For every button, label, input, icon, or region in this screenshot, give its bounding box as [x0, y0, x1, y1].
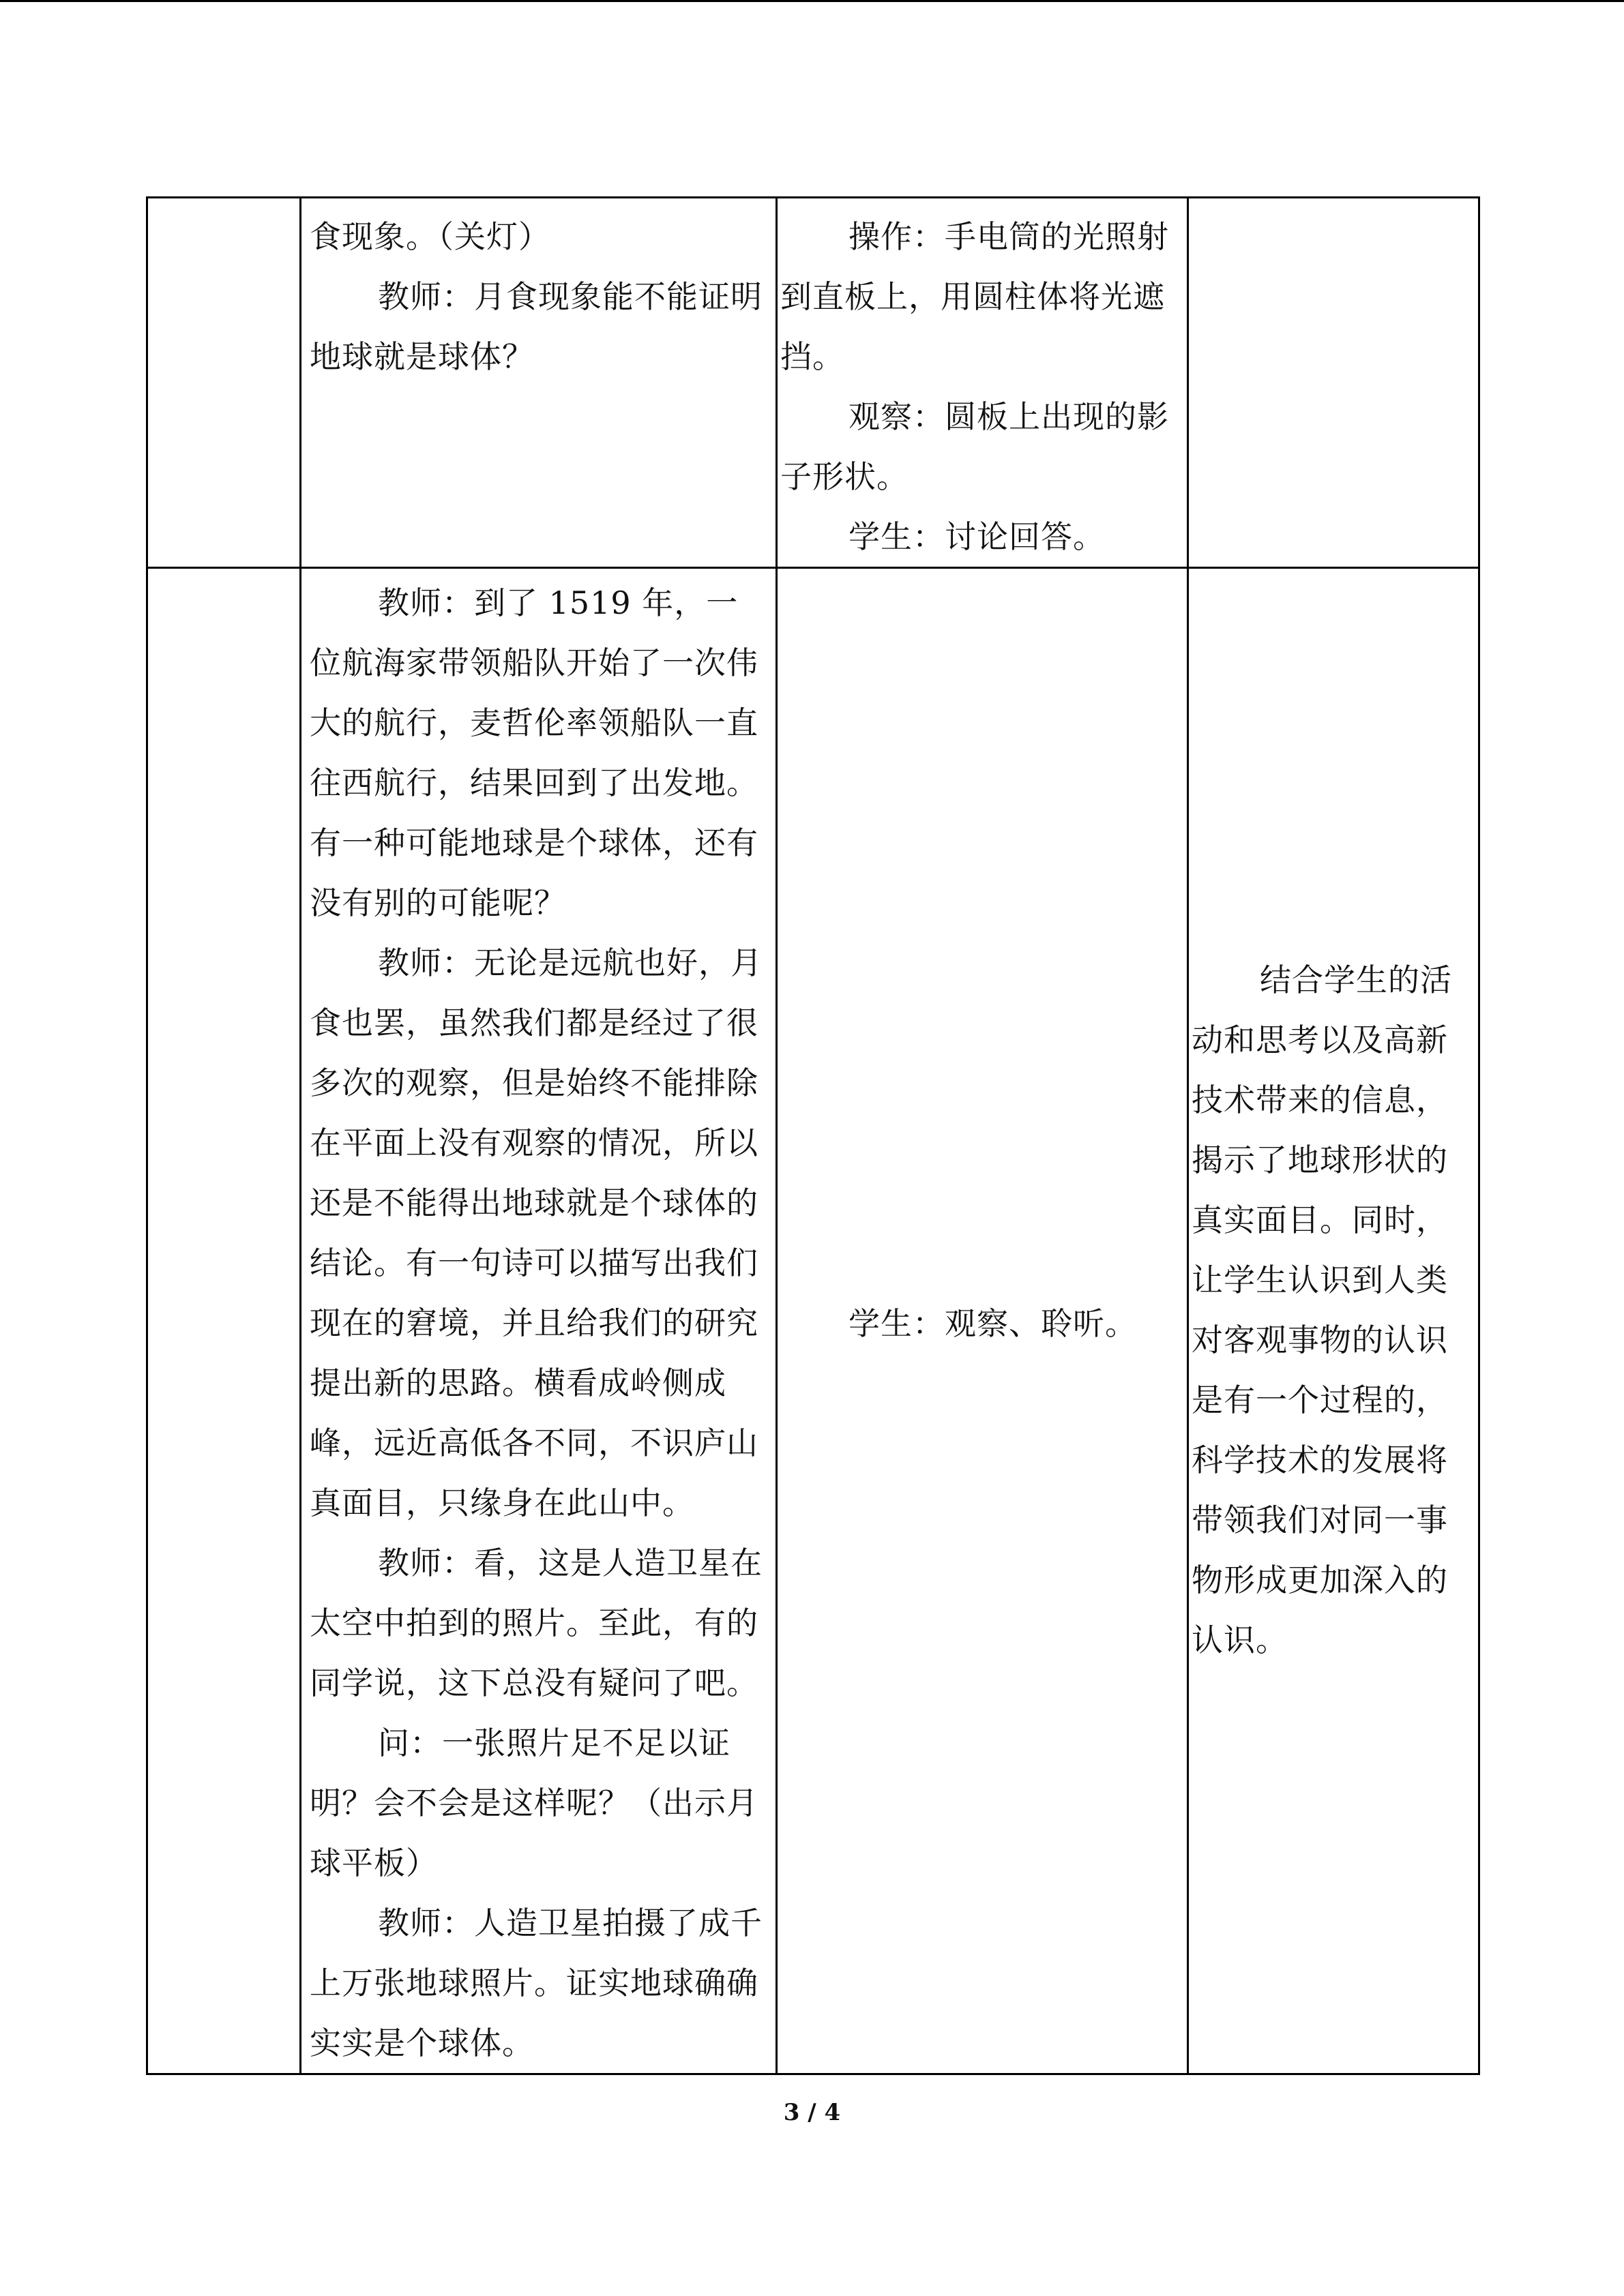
student-paragraph: 学生：观察、聆听。	[848, 1305, 1137, 1342]
student-activity-cell	[777, 568, 1188, 2074]
teacher-paragraph: 教师：到了 1519 年，一位航海家带领船队开始了一次伟大的航行，麦哲伦率领船队一直往西航行，结果回到了出发地。有一种可能地球是个球体，还有没有别的可能呢？	[310, 584, 758, 921]
intent-cell	[1188, 198, 1479, 568]
stage-cell	[147, 568, 301, 2074]
table-row	[147, 198, 1479, 568]
intent-paragraph: 结合学生的活动和思考以及高新技术带来的信息，揭示了地球形状的真实面目。同时，让学生认识到人类对客观事物的认识是有一个过程的，科学技术的发展将带领我们对同一事物形成更加深入的认识。	[1192, 961, 1452, 1658]
intent-text	[1189, 198, 1478, 204]
teacher-paragraph: 食现象。（关灯）	[310, 218, 550, 255]
student-activity-cell	[777, 198, 1188, 568]
teacher-paragraph: 教师：看，这是人造卫星在太空中拍到的照片。至此，有的同学说，这下总没有疑问了吧。	[310, 1545, 763, 1701]
teacher-paragraph: 教师：无论是远航也好，月食也罢，虽然我们都是经过了很多次的观察，但是始终不能排除在平面上没有观察的情况，所以还是不能得出地球就是个球体的结论。有一句诗可以描写出我们现在的窘境，并且给我们的研究提出新的思路。横看成岭侧成峰，远近高低各不同，不识庐山真面目，只缘身在此山中。	[310, 944, 763, 1521]
top-rule	[0, 0, 1624, 2]
student-paragraph: 观察：圆板上出现的影子形状。	[780, 398, 1169, 495]
student-paragraph: 操作：手电筒的光照射到直板上，用圆柱体将光遮挡。	[780, 218, 1169, 375]
teacher-paragraph: 问：一张照片足不足以证明？会不会是这样呢？（出示月球平板）	[310, 1725, 758, 1881]
lesson-table	[146, 196, 1480, 2075]
teacher-activity-cell	[301, 198, 777, 568]
table-row	[147, 568, 1479, 2074]
intent-cell	[1188, 568, 1479, 2074]
page-number: 3 / 4	[783, 2099, 841, 2126]
stage-cell	[147, 198, 301, 568]
teacher-activity-cell	[301, 568, 777, 2074]
student-paragraph: 学生：讨论回答。	[848, 518, 1105, 555]
teacher-paragraph: 教师：月食现象能不能证明地球就是球体？	[310, 278, 763, 375]
teacher-paragraph: 教师：人造卫星拍摄了成千上万张地球照片。证实地球确确实实是个球体。	[310, 1905, 763, 2061]
